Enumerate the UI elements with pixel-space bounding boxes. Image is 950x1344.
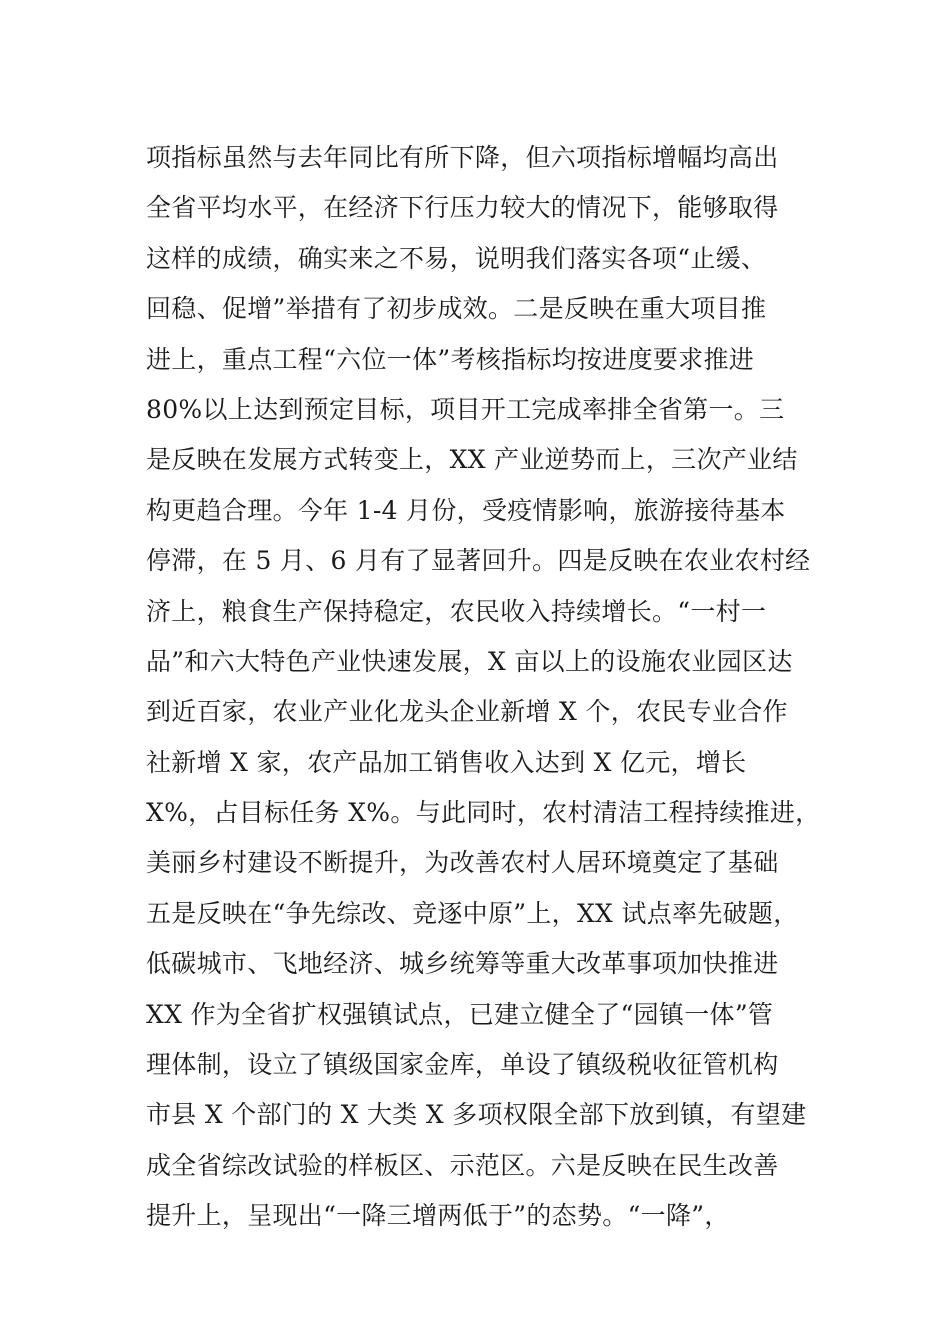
text-line-19: 理体制，设立了镇级国家金库，单设了镇级税收征管机构 <box>146 1050 779 1080</box>
text-line-6: 80%以上达到预定目标，项目开工完成率排全省第一。三 <box>146 394 785 424</box>
text-line-13: 社新增 X 家，农产品加工销售收入达到 X 亿元，增长 <box>146 747 747 777</box>
text-line-12: 到近百家，农业产业化龙头企业新增 X 个，农民专业合作 <box>146 697 788 727</box>
text-line-9: 停滞，在 5 月、6 月有了显著回升。四是反映在农业农村经 <box>146 546 811 576</box>
text-line-18: XX 作为全省扩权强镇试点，已建立健全了“园镇一体”管 <box>146 999 774 1029</box>
text-line-4: 回稳、促增”举措有了初步成效。二是反映在重大项目推 <box>146 294 767 324</box>
text-line-5: 进上，重点工程“六位一体”考核指标均按进度要求推进 <box>146 344 755 374</box>
text-line-22: 提升上，呈现出“一降三增两低于”的态势。“一降”， <box>146 1201 730 1231</box>
text-line-16: 五是反映在“争先综改、竞逐中原”上，XX 试点率先破题， <box>146 898 799 928</box>
text-line-7: 是反映在发展方式转变上，XX 产业逆势而上，三次产业结 <box>146 445 798 475</box>
text-line-15: 美丽乡村建设不断提升，为改善农村人居环境奠定了基础 <box>146 848 779 878</box>
text-line-8: 构更趋合理。今年 1-4 月份，受疫情影响，旅游接待基本 <box>146 495 786 525</box>
text-line-10: 济上，粮食生产保持稳定，农民收入持续增长。“一村一 <box>146 596 767 626</box>
text-line-14: X%，占目标任务 X%。与此同时，农村清洁工程持续推进， <box>146 798 821 828</box>
body-text <box>146 133 826 1242</box>
text-line-20: 市县 X 个部门的 X 大类 X 多项权限全部下放到镇，有望建 <box>146 1100 807 1130</box>
text-line-21: 成全省综改试验的样板区、示范区。六是反映在民生改善 <box>146 1150 779 1180</box>
text-line-2: 全省平均水平，在经济下行压力较大的情况下，能够取得 <box>146 193 779 223</box>
text-line-1: 项指标虽然与去年同比有所下降，但六项指标增幅均高出 <box>146 143 779 172</box>
text-line-11: 品”和六大特色产业快速发展，X 亩以上的设施农业园区达 <box>146 646 793 676</box>
text-line-17: 低碳城市、飞地经济、城乡统筹等重大改革事项加快推进 <box>146 949 779 979</box>
text-line-3: 这样的成绩，确实来之不易，说明我们落实各项“止缓、 <box>146 243 767 273</box>
